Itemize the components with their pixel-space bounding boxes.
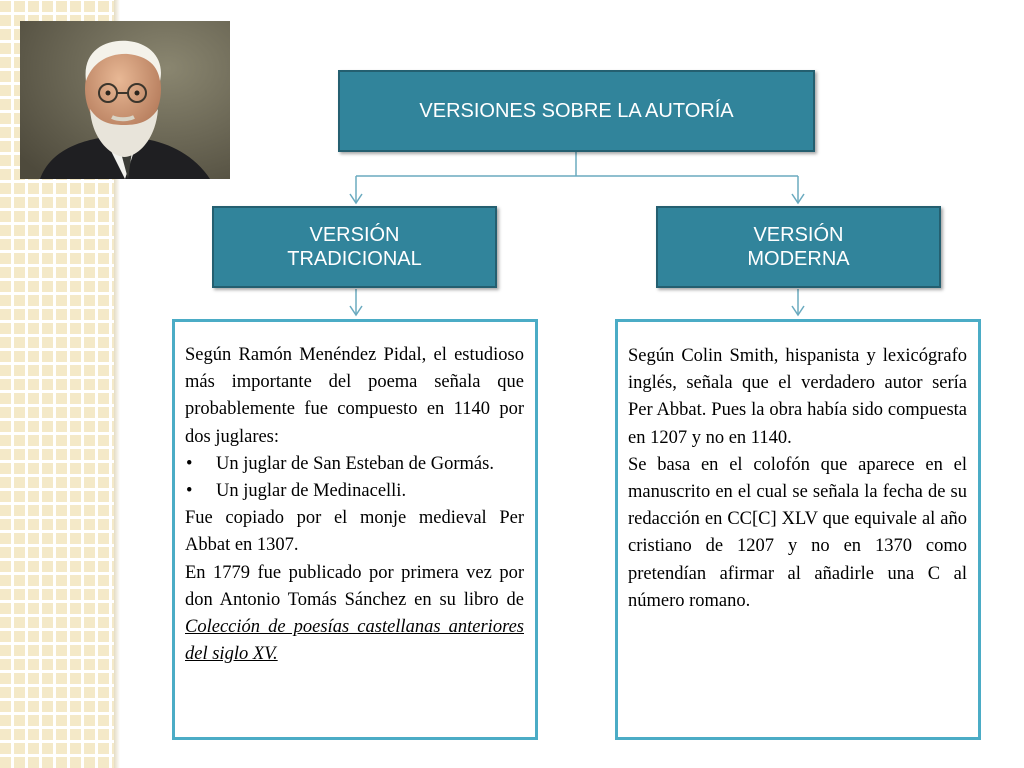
- juglares-list: [185, 451, 524, 505]
- traditional-version-box: [212, 206, 497, 288]
- modern-version-label-line-1: VERSIÓN: [753, 224, 844, 246]
- traditional-version-label-line-1: VERSIÓN: [309, 224, 400, 246]
- traditional-version-text-box: [172, 319, 538, 740]
- list-item-text: Un juglar de Medinacelli.: [216, 481, 407, 502]
- versions-title: VERSIONES SOBRE LA AUTORÍA: [419, 100, 734, 122]
- bullet-icon: •: [186, 481, 193, 502]
- versions-title-box: [338, 70, 815, 152]
- list-item-text: Un juglar de San Esteban de Gormás.: [216, 453, 494, 474]
- modern-paragraph-2: Se basa en el colofón que aparece en el manuscrito en el cual se señala la fecha de su redacción en CC[C] XLV que equivale al año cristiano de 1207 y no en 1370 como pretendían afirmar al añadirle una C al número romano.: [628, 454, 967, 611]
- modern-paragraph-1: Según Colin Smith, hispanista y lexicógrafo inglés, señala que el verdadero autor sería Per Abbat. Pues la obra había sido compuesta en 1207 y no en 1140.: [628, 346, 967, 448]
- copied-by-paragraph: Fue copiado por el monje medieval Per Abbat en 1307.: [185, 508, 524, 556]
- traditional-version-label-line-2: TRADICIONAL: [287, 248, 422, 270]
- bullet-icon: •: [186, 453, 193, 474]
- modern-version-box: [656, 206, 941, 288]
- list-item: [185, 451, 524, 478]
- list-item: [185, 478, 524, 505]
- modern-version-label-line-2: MODERNA: [747, 248, 850, 270]
- traditional-intro: Según Ramón Menéndez Pidal, el estudioso más importante del poema señala que probablemente fue compuesto en 1140 por dos juglares:: [185, 345, 524, 447]
- publication-paragraph: [185, 560, 524, 669]
- book-title: Colección de poesías castellanas anteriores del siglo XV.: [185, 617, 524, 665]
- modern-version-text-box: [615, 319, 981, 740]
- publication-text: En 1779 fue publicado por primera vez por don Antonio Tomás Sánchez en su libro de: [185, 562, 524, 610]
